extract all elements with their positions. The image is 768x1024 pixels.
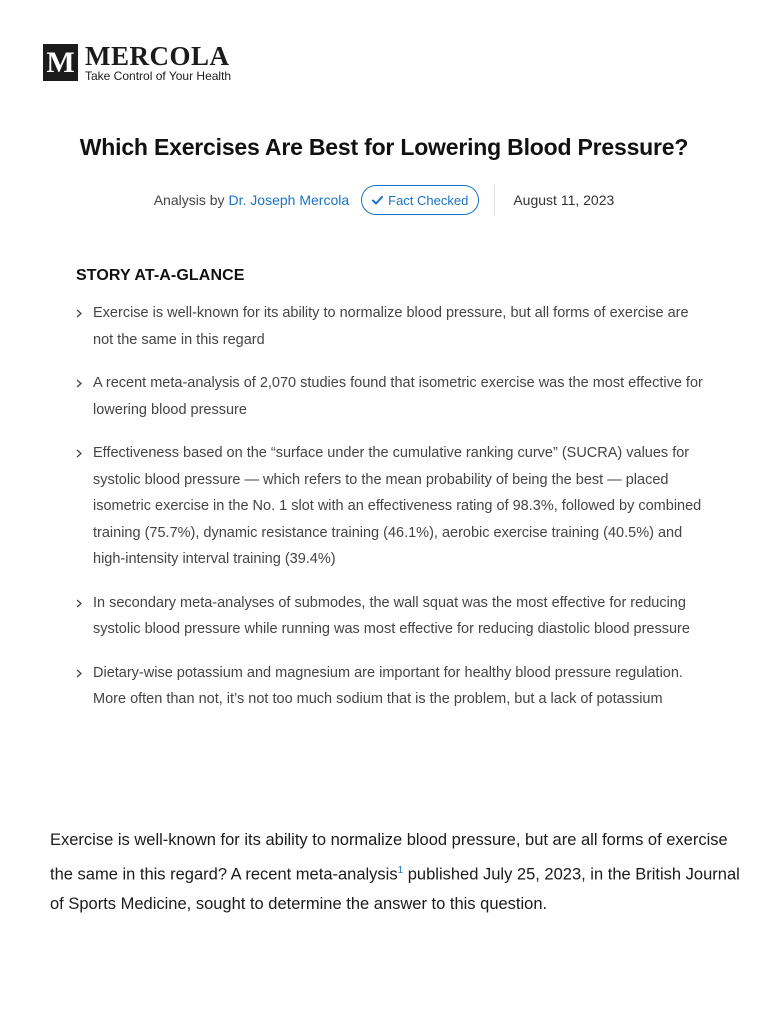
chevron-right-icon: [76, 379, 82, 388]
glance-heading: STORY AT-A-GLANCE: [76, 267, 245, 284]
chevron-right-icon: [76, 669, 82, 678]
glance-item: [76, 370, 706, 423]
glance-item-text: In secondary meta-analyses of submodes, the wall squat was the most effective for reducing systolic blood pressure while running was most effective for reducing diastolic blood pressure: [93, 594, 690, 637]
site-logo[interactable]: [43, 41, 232, 83]
publish-date: August 11, 2023: [513, 192, 615, 208]
brand-tagline: Take Control of Your Health: [85, 69, 232, 83]
logo-mark: M: [43, 44, 78, 81]
byline-prefix: Analysis by: [153, 192, 225, 208]
fact-checked-label: Fact Checked: [388, 192, 469, 208]
glance-item: [76, 440, 706, 573]
glance-item: [76, 660, 706, 713]
glance-item-text: A recent meta-analysis of 2,070 studies found that isometric exercise was the most effective for lowering blood pressure: [93, 375, 703, 418]
byline-divider: [494, 184, 495, 216]
author-link[interactable]: Dr. Joseph Mercola: [228, 192, 350, 208]
byline: [0, 184, 768, 216]
glance-item-text: Exercise is well-known for its ability to normalize blood pressure, but all forms of exercise are not the same in this regard: [93, 305, 689, 348]
body-text-1: Exercise is well-known for its ability to normalize blood pressure, but are all forms of exercise the same in this regard? A recent meta-analysis: [50, 831, 728, 883]
chevron-right-icon: [76, 449, 82, 458]
glance-list: [76, 300, 706, 730]
footnote-link[interactable]: 1: [397, 864, 404, 876]
glance-item-text: Effectiveness based on the “surface under the cumulative ranking curve” (SUCRA) values for systolic blood pressure — which refers to the mean probability of being the best — placed isometric exercise in the No. 1 slot with an effectiveness rating of 98.3%, followed by combined training (75.7%), dynamic resistance training (46.1%), aerobic exercise training (40.5%) and high-intensity interval training (39.4%): [93, 445, 702, 567]
check-icon: [372, 196, 383, 205]
fact-checked-badge[interactable]: [361, 185, 479, 215]
body-text-2: published July 25, 2023, in the British Journal of Sports Medicine, sought to determine the answer to this question.: [50, 865, 740, 913]
glance-item: [76, 590, 706, 643]
body-paragraph: [50, 826, 740, 919]
logo-text: [85, 41, 232, 83]
brand-name: MERCOLA: [85, 41, 230, 71]
chevron-right-icon: [76, 309, 82, 318]
chevron-right-icon: [76, 599, 82, 608]
article-title: Which Exercises Are Best for Lowering Blood Pressure?: [79, 134, 689, 160]
glance-item-text: Dietary-wise potassium and magnesium are important for healthy blood pressure regulation. More often than not, it’s not too much sodium that is the problem, but a lack of potassium: [93, 664, 683, 707]
glance-item: [76, 300, 706, 353]
